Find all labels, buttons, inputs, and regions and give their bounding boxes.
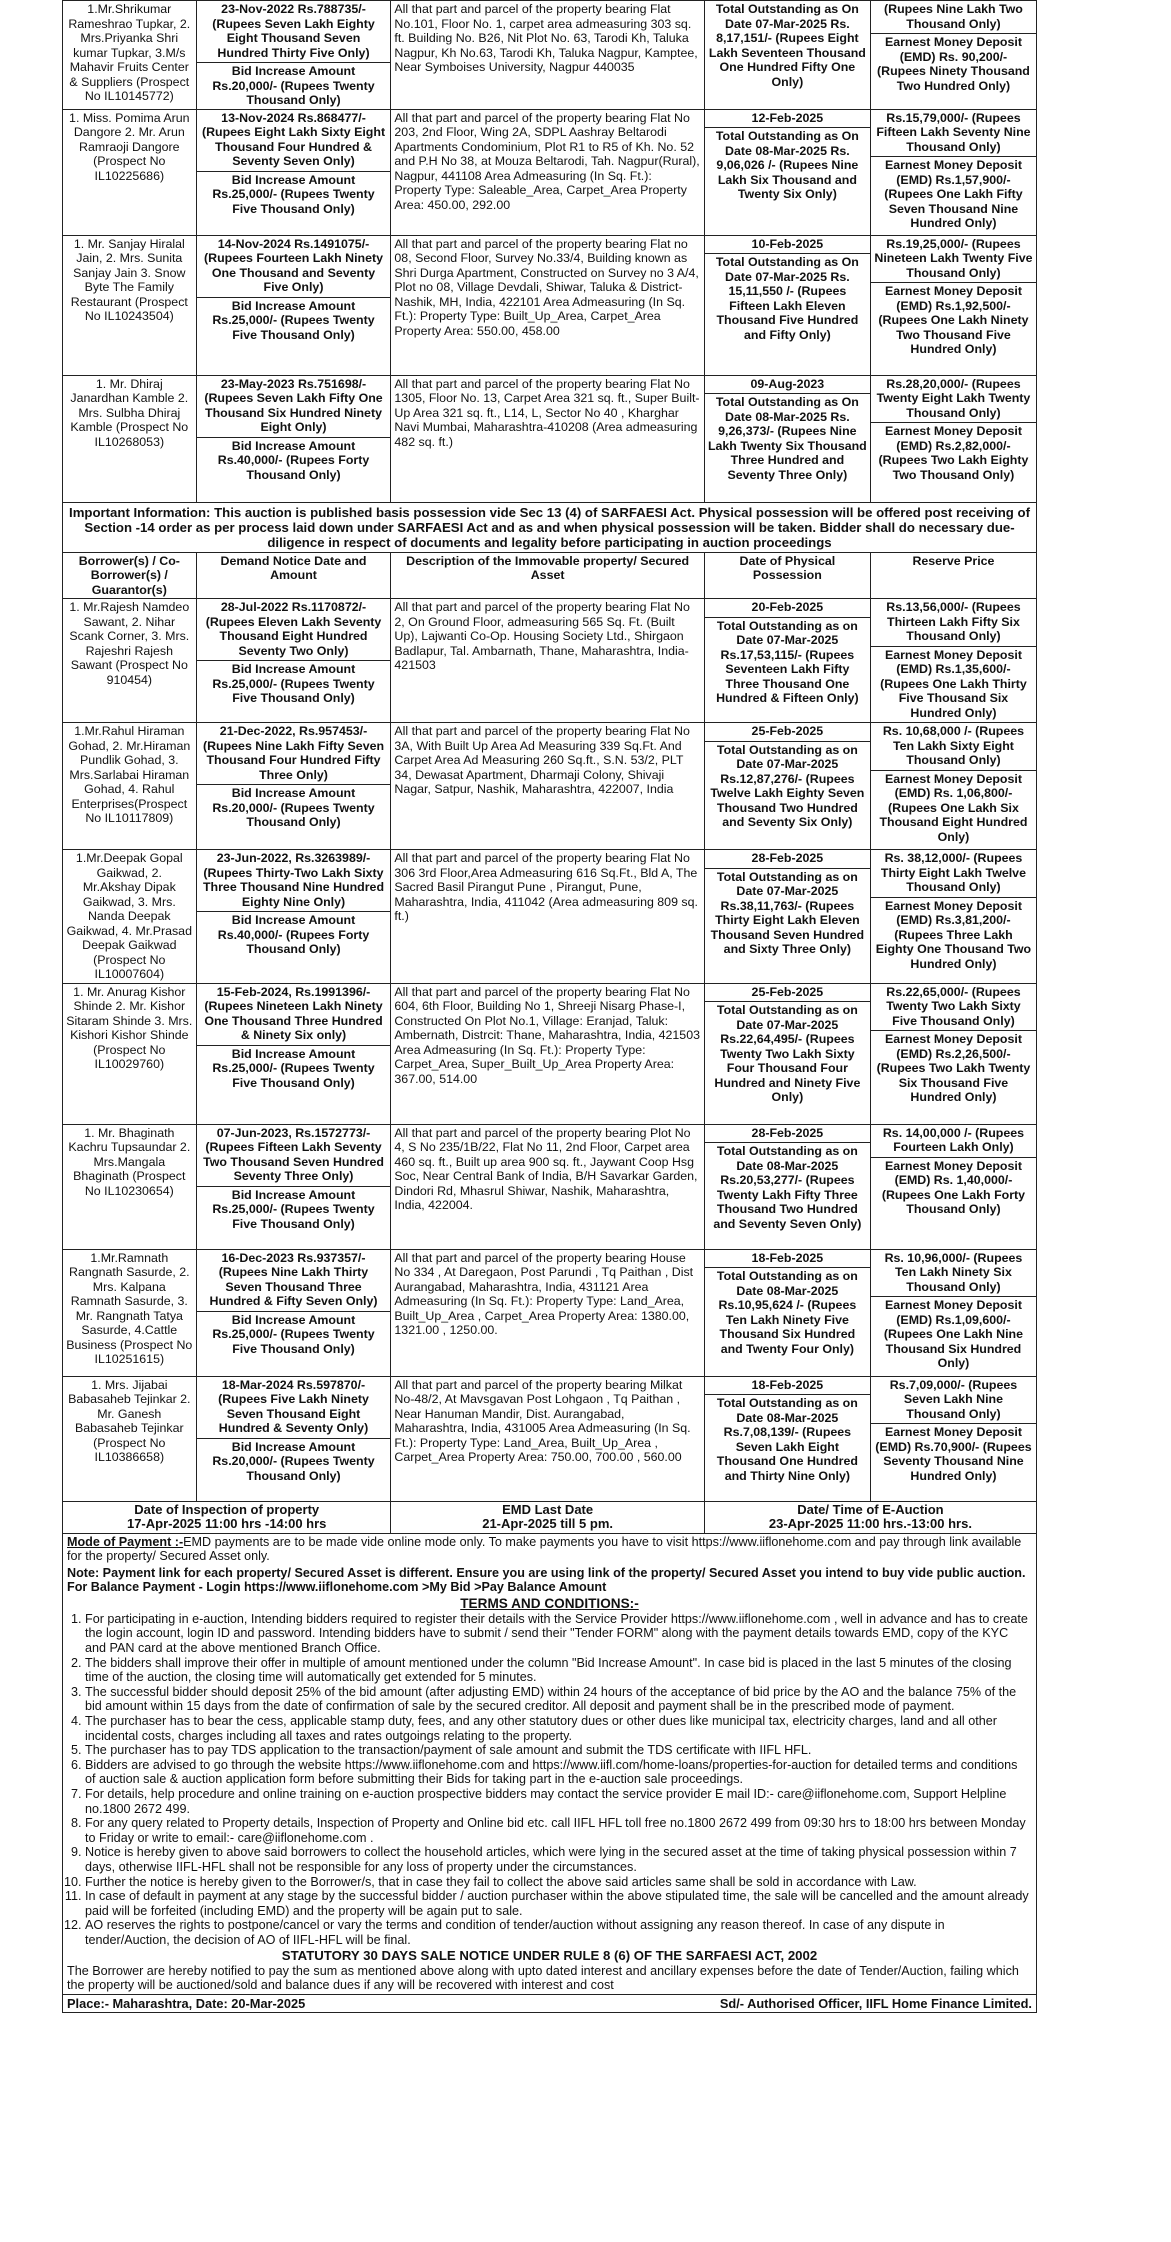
reserve-cell — [870, 1376, 1036, 1501]
table-row — [63, 723, 1037, 850]
reserve-cell — [870, 983, 1036, 1124]
outstanding-text: Total Outstanding as on Date 07-Mar-2025 Rs.12,87,276/- (Rupees Twelve Lakh Eighty Seven Thousand Two Hundred and Seventy Six Only) — [705, 741, 870, 830]
demand-text: 14-Nov-2024 Rs.1491075/- (Rupees Fourteen Lakh Ninety One Thousand and Seventy Five Only) — [204, 236, 384, 294]
possession-cell — [704, 599, 870, 723]
bid-increase: Bid Increase Amount Rs.25,000/- (Rupees Twenty Five Thousand Only) — [197, 660, 391, 706]
demand-cell — [196, 1249, 391, 1376]
borrowers-cell: 1. Mr. Dhiraj Janardhan Kamble 2. Mrs. Sulbha Dhiraj Kamble (Prospect No IL10268053) — [63, 375, 197, 502]
emd-text: Earnest Money Deposit (EMD) Rs. 1,40,000/- (Rupees One Lakh Forty Thousand Only) — [871, 1157, 1036, 1217]
property-cell: All that part and parcel of the property bearing Flat no 08, Second Floor, Survey No.33/4, Building known as Shri Durga Apartment, Constructed on Survey no 3 A/4, Plot no 08, Village Devdali, Shiwar, Taluka & District-Nashik, MH, India, 422101 Area Admeasuring (In Sq. Ft.): Property Type: Built_Up_Area, Carpet_Area Property Area: 550.00, 458.00 — [391, 235, 704, 375]
list-item: 6. Bidders are advised to go through the website https://www.iiflonehome.com and https://www.iifl.com/home-loans/properties-for-auction for detailed terms and conditions of auction sale & auction application form before submitting their Bids for taking part in the e-auction sale proceedings. — [85, 1758, 1030, 1787]
demand-text: 28-Jul-2022 Rs.1170872/- (Rupees Eleven Lakh Seventy Thousand Eight Hundred Seventy Two Only) — [205, 600, 382, 658]
outstanding-text: Total Outstanding as on Date 08-Mar-2025 Rs.20,53,277/- (Rupees Twenty Lakh Fifty Three Thousand Two Hundred and Seventy Seven Only) — [705, 1142, 870, 1231]
auction-table-bottom — [62, 552, 1037, 1534]
payment-note: Note: Payment link for each property/ Secured Asset is different. Ensure you are using link of the property/ Secured Asset you intend to buy vide public auction. For Balance Payment - Login https://www.iiflonehome.com >My Bid >Pay Balance Amount — [62, 1565, 1037, 1596]
demand-cell — [196, 1376, 391, 1501]
borrowers-cell: 1. Mr. Sanjay Hiralal Jain, 2. Mrs. Sunita Sanjay Jain 3. Snow Byte The Family Restaurant (Prospect No IL10243504) — [63, 235, 197, 375]
bid-increase: Bid Increase Amount Rs.40,000/- (Rupees Forty Thousand Only) — [197, 911, 391, 957]
table-row — [63, 375, 1037, 502]
emd-text: Earnest Money Deposit (EMD) Rs.2,82,000/- (Rupees Two Lakh Eighty Two Thousand Only) — [871, 422, 1036, 482]
property-cell: All that part and parcel of the property bearing Flat No 604, 6th Floor, Building No 1, Shreeji Nisarg Phase-I, Constructed On Plot No.1, Village: Eranjad, Taluk: Ambernath, Distrcit: Thane, Maharashtra, India, 421503 Area Admeasuring (In Sq. Ft.): Property Type: Carpet_Area, Super_Built_Up_Area Property Area: 367.00, 514.00 — [391, 983, 704, 1124]
schedule-row — [63, 1501, 1037, 1533]
list-item: 2. The bidders shall improve their offer in multiple of amount mentioned under the column "Bid Increase Amount". In case bid is placed in the last 5 minutes of the closing time of the auction, the closing time will automatically get extended for 5 minutes. — [85, 1656, 1030, 1685]
emd-text: Earnest Money Deposit (EMD) Rs.2,26,500/- (Rupees Two Lakh Twenty Six Thousand Five Hundred Only) — [871, 1030, 1036, 1105]
possession-date: 09-Aug-2023 — [750, 376, 825, 391]
bid-increase: Bid Increase Amount Rs.40,000/- (Rupees Forty Thousand Only) — [197, 437, 391, 483]
property-cell: All that part and parcel of the property bearing Milkat No-48/2, At Mavsgavan Post Lohgaon , Tq Paithan , Near Hanuman Mandir, Dist. Aurangabad, Maharashtra, India, 431005 Area Admeasuring (In Sq. Ft.): Property Type: Land_Area, Built_Up_Area , Carpet_Area Property Area: 750.00, 700.00 , 560.00 — [391, 1376, 704, 1501]
possession-cell — [704, 1124, 870, 1249]
outstanding-text: Total Outstanding as On Date 07-Mar-2025 Rs. 8,17,151/- (Rupees Eight Lakh Seventeen Thousand One Hundred Fifty One Only) — [708, 2, 866, 89]
list-item: 9. Notice is hereby given to above said borrowers to collect the household articles, which were lying in the secured asset at the time of taking physical possession within 7 days, otherwise IIFL-HFL shall not be responsible for any loss of property under the circumstances. — [85, 1845, 1030, 1874]
bid-increase: Bid Increase Amount Rs.25,000/- (Rupees Twenty Five Thousand Only) — [197, 1186, 391, 1232]
table-row — [63, 599, 1037, 723]
demand-cell — [196, 723, 391, 850]
outstanding-text: Total Outstanding as on Date 07-Mar-2025 Rs.22,64,495/- (Rupees Twenty Two Lakh Sixty Four Thousand Four Hundred and Ninety Five Only) — [705, 1001, 870, 1105]
demand-cell — [196, 235, 391, 375]
possession-cell — [704, 375, 870, 502]
list-item: 3. The successful bidder should deposit 25% of the bid amount (after adjusting EMD) within 24 hours of the acceptance of bid price by the AO and the balance 75% of the bid amount within 15 days from the date of confirmation of sale by the secured creditor. All deposit and payment shall be in the prescribed mode of payment. — [85, 1685, 1030, 1714]
table-row — [63, 1249, 1037, 1376]
list-item: 1. For participating in e-auction, Intending bidders required to register their details with the Service Provider https://www.iiflonehome.com , well in advance and has to create the login account, login ID and password. Intending bidders have to submit / send their "Tender FORM" along with the payment details towards EMD, copy of the KYC and PAN card at the above mentioned Branch Office. — [85, 1612, 1030, 1656]
emd-text: Earnest Money Deposit (EMD) Rs.70,900/- (Rupees Seventy Thousand Nine Hundred Only) — [871, 1423, 1036, 1483]
reserve-cell — [870, 850, 1036, 984]
bid-increase: Bid Increase Amount Rs.20,000/- (Rupees Twenty Thousand Only) — [197, 62, 391, 108]
list-item: 7. For details, help procedure and online training on e-auction prospective bidders may contact the service provider E mail ID:- care@iiflonehome.com, Support Helpline no.1800 2672 499. — [85, 1787, 1030, 1816]
demand-cell — [196, 599, 391, 723]
borrowers-cell: 1. Miss. Pomima Arun Dangore 2. Mr. Arun Ramraoji Dangore (Prospect No IL10225686) — [63, 109, 197, 235]
authorised-signature: Sd/- Authorised Officer, IIFL Home Finance Limited. — [719, 1995, 1032, 2011]
possession-cell — [704, 235, 870, 375]
demand-text: 23-Jun-2022, Rs.3263989/- (Rupees Thirty-Two Lakh Sixty Three Thousand Nine Hundred Eighty Nine Only) — [202, 851, 385, 909]
possession-date: 20-Feb-2025 — [751, 600, 824, 614]
table-row — [63, 235, 1037, 375]
reserve-cell — [870, 375, 1036, 502]
demand-text: 07-Jun-2023, Rs.1572773/- (Rupees Fifteen Lakh Seventy Two Thousand Seven Hundred Seventy Three Only) — [203, 1125, 384, 1183]
outstanding-text: Total Outstanding as On Date 07-Mar-2025 Rs. 15,11,550 /- (Rupees Fifteen Lakh Eleven Thousand Five Hundred and Fifty Only) — [705, 253, 870, 342]
statutory-title: STATUTORY 30 DAYS SALE NOTICE UNDER RULE 8 (6) OF THE SARFAESI ACT, 2002 — [62, 1948, 1037, 1963]
bid-increase: Bid Increase Amount Rs.20,000/- (Rupees Twenty Thousand Only) — [197, 784, 391, 830]
emd-text: Earnest Money Deposit (EMD) Rs.1,57,900/- (Rupees One Lakh Fifty Seven Thousand Nine Hundred Only) — [871, 156, 1036, 231]
demand-text: 21-Dec-2022, Rs.957453/- (Rupees Nine Lakh Fifty Seven Thousand Four Hundred Fifty Three Only) — [202, 724, 385, 782]
table-row — [63, 983, 1037, 1124]
reserve-cell — [870, 1, 1036, 110]
demand-text: 18-Mar-2024 Rs.597870/- (Rupees Five Lakh Ninety Seven Thousand Eight Hundred & Seventy Only) — [218, 1377, 369, 1435]
borrowers-cell: 1.Mr.Shrikumar Rameshrao Tupkar, 2. Mrs.Priyanka Shri kumar Tupkar, 3.M/s Mahavir Fruits Center & Suppliers (Prospect No IL10145772) — [63, 1, 197, 110]
table-row — [63, 109, 1037, 235]
reserve-price: Rs.7,09,000/- (Rupees Seven Lakh Nine Thousand Only) — [889, 1377, 1018, 1421]
demand-text: 15-Feb-2024, Rs.1991396/- (Rupees Nineteen Lakh Ninety One Thousand Three Hundred & Ninety Six only) — [204, 984, 383, 1042]
demand-text: 16-Dec-2023 Rs.937357/- (Rupees Nine Lakh Thirty Seven Thousand Three Hundred & Fifty Seven Only) — [209, 1250, 378, 1308]
possession-date: 28-Feb-2025 — [751, 1125, 824, 1140]
possession-cell — [704, 850, 870, 984]
outstanding-text: Total Outstanding as on Date 08-Mar-2025 Rs.10,95,624 /- (Rupees Ten Lakh Ninety Five Thousand Six Hundred and Twenty Four Only) — [705, 1267, 870, 1356]
reserve-price: (Rupees Nine Lakh Two Thousand Only) — [884, 2, 1023, 31]
emd-text: Earnest Money Deposit (EMD) Rs.1,09,600/- (Rupees One Lakh Nine Thousand Six Hundred Only) — [871, 1296, 1036, 1371]
list-item: 4. The purchaser has to bear the cess, applicable stamp duty, fees, and any other statutory dues or other dues like municipal tax, electricity charges, land and all other incidental costs, charges including all taxes and rates outgoings relating to the property. — [85, 1714, 1030, 1743]
emd-last-date-value: 21-Apr-2025 till 5 pm. — [482, 1516, 613, 1531]
closing-line — [62, 1994, 1037, 2013]
property-cell: All that part and parcel of the property bearing Flat No 306 3rd Floor,Area Admeasuring 616 Sq.Ft., Bld A, The Sacred Basil Pirangut Pune , Pirangut, Pune, Maharashtra, India, 411042 (Area admeasuring 809 sq. ft.) — [391, 850, 704, 984]
reserve-cell — [870, 1249, 1036, 1376]
reserve-cell — [870, 1124, 1036, 1249]
header-reserve: Reserve Price — [870, 552, 1036, 599]
reserve-price: Rs.22,65,000/- (Rupees Twenty Two Lakh Sixty Five Thousand Only) — [886, 984, 1021, 1028]
terms-list — [62, 1612, 1037, 1948]
reserve-price: Rs. 10,68,000 /- (Rupees Ten Lakh Sixty Eight Thousand Only) — [882, 724, 1025, 767]
auction-notice — [62, 0, 1037, 2013]
reserve-cell — [870, 599, 1036, 723]
demand-cell — [196, 375, 391, 502]
auction-date-label: Date/ Time of E-Auction — [797, 1501, 944, 1517]
auction-date-value: 23-Apr-2025 11:00 hrs.-13:00 hrs. — [768, 1516, 972, 1531]
emd-text: Earnest Money Deposit (EMD) Rs.1,35,600/- (Rupees One Lakh Thirty Five Thousand Six Hundred Only) — [871, 646, 1036, 721]
payment-mode — [62, 1534, 1037, 1565]
auction-table-top — [62, 0, 1037, 503]
table-row — [63, 850, 1037, 984]
top-table-body — [63, 1, 1037, 503]
outstanding-text: Total Outstanding as on Date 08-Mar-2025 Rs.7,08,139/- (Rupees Seven Lakh Eight Thousand One Hundred and Thirty Nine Only) — [705, 1394, 870, 1483]
borrowers-cell: 1.Mr.Deepak Gopal Gaikwad, 2. Mr.Akshay Dipak Gaikwad, 3. Mrs. Nanda Deepak Gaikwad, 4. Mr.Prasad Deepak Gaikwad (Prospect No IL10007604) — [63, 850, 197, 984]
reserve-price: Rs.15,79,000/- (Rupees Fifteen Lakh Seventy Nine Thousand Only) — [876, 110, 1031, 154]
demand-text: 23-Nov-2022 Rs.788735/- (Rupees Seven Lakh Eighty Eight Thousand Seven Hundred Thirty Five Only) — [212, 2, 375, 60]
list-item: 5. The purchaser has to pay TDS application to the transaction/payment of sale amount and submit the TDS certificate with IIFL HFL. — [85, 1743, 1030, 1758]
demand-cell — [196, 850, 391, 984]
property-cell: All that part and parcel of the property bearing Flat No 1305, Floor No. 13, Carpet Area 321 sq. ft., Super Built-Up Area 321 sq. ft., L14, L, Sector No 40 , Kharghar Navi Mumbai, Maharashtra-410208 (Area admeasuring 482 sq. ft.) — [391, 375, 704, 502]
terms-title: TERMS AND CONDITIONS:- — [62, 1596, 1037, 1612]
borrowers-cell: 1. Mr.Rajesh Namdeo Sawant, 2. Nihar Scank Corner, 3. Mrs. Rajeshri Rajesh Sawant (Prospect No 910454) — [63, 599, 197, 723]
possession-cell — [704, 723, 870, 850]
outstanding-text: Total Outstanding as on Date 07-Mar-2025 Rs.17,53,115/- (Rupees Seventeen Lakh Fifty Three Thousand One Hundred & Fifteen Only) — [705, 617, 870, 706]
reserve-price: Rs. 10,96,000/- (Rupees Ten Lakh Ninety Six Thousand Only) — [884, 1250, 1023, 1294]
possession-cell — [704, 1249, 870, 1376]
property-cell: All that part and parcel of the property bearing Plot No 4, S No 235/1B/22, Flat No 11, 2nd Floor, Carpet area 460 sq. ft., Built up area 900 sq. ft., Jaywant Coop Hsg Soc, Near Central Bank of India, B/H Savarkar Garden, Dindori Rd, Mhasrul Shiwar, Nashik, Maharashtra, India, 422004. — [391, 1124, 704, 1249]
reserve-price: Rs.28,20,000/- (Rupees Twenty Eight Lakh Twenty Thousand Only) — [876, 376, 1031, 420]
borrowers-cell: 1.Mr.Rahul Hiraman Gohad, 2. Mr.Hiraman Pundlik Gohad, 3. Mrs.Sarlabai Hiraman Gohad, 4. Rahul Enterprises(Prospect No IL10117809) — [63, 723, 197, 850]
demand-cell — [196, 1, 391, 110]
statutory-text: The Borrower are hereby notified to pay the sum as mentioned above along with upto dated interest and ancillary expenses before the date of Tender/Auction, failing which the property will be auctioned/sold and balance dues if any will be recovered with interest and cost — [62, 1963, 1037, 1994]
emd-text: Earnest Money Deposit (EMD) Rs. 1,06,800/- (Rupees One Lakh Six Thousand Eight Hundred Only) — [871, 770, 1036, 845]
header-borrowers: Borrower(s) / Co-Borrower(s) / Guarantor(s) — [63, 552, 197, 599]
reserve-price: Rs.13,56,000/- (Rupees Thirteen Lakh Fifty Six Thousand Only) — [886, 600, 1021, 643]
property-cell: All that part and parcel of the property bearing House No 334 , At Daregaon, Post Parundi , Tq Paithan , Dist Aurangabad, Maharashtra, India, 431121 Area Admeasuring (In Sq. Ft.): Property Type: Land_Area, Built_Up_Area , Carpet_Area Property Area: 1380.00, 1321.00 , 1250.00. — [391, 1249, 704, 1376]
possession-date: 25-Feb-2025 — [751, 984, 824, 999]
reserve-price: Rs. 38,12,000/- (Rupees Thirty Eight Lakh Twelve Thousand Only) — [880, 851, 1026, 894]
reserve-price: Rs.19,25,000/- (Rupees Nineteen Lakh Twenty Five Thousand Only) — [874, 236, 1033, 280]
possession-date: 25-Feb-2025 — [751, 724, 824, 738]
possession-cell — [704, 109, 870, 235]
emd-date-cell — [391, 1501, 704, 1533]
bid-increase: Bid Increase Amount Rs.25,000/- (Rupees Twenty Five Thousand Only) — [197, 1045, 391, 1091]
payment-mode-label: Mode of Payment :- — [67, 1534, 184, 1549]
bid-increase: Bid Increase Amount Rs.20,000/- (Rupees Twenty Thousand Only) — [197, 1438, 391, 1484]
possession-cell — [704, 983, 870, 1124]
possession-date: 18-Feb-2025 — [751, 1250, 824, 1265]
outstanding-text: Total Outstanding as On Date 08-Mar-2025 Rs. 9,06,026 /- (Rupees Nine Lakh Six Thousand and Twenty Six Only) — [705, 127, 870, 202]
inspection-value: 17-Apr-2025 11:00 hrs -14:00 hrs — [126, 1516, 327, 1531]
demand-cell — [196, 109, 391, 235]
demand-text: 13-Nov-2024 Rs.868477/- (Rupees Eight Lakh Sixty Eight Thousand Four Hundred & Seventy Seven Only) — [201, 110, 386, 168]
header-property: Description of the Immovable property/ Secured Asset — [391, 552, 704, 599]
list-item: 11. In case of default in payment at any stage by the successful bidder / auction purchaser within the above stipulated time, the sale will be cancelled and the amount already paid will be forfeited (including EMD) and the property will be again put to sale. — [85, 1889, 1030, 1918]
reserve-cell — [870, 235, 1036, 375]
payment-mode-text: EMD payments are to be made vide online mode only. To make payments you have to visit https://www.iiflonehome.com and pay through link available for the property/ Secured Asset only. — [67, 1534, 1022, 1564]
reserve-cell — [870, 723, 1036, 850]
emd-text: Earnest Money Deposit (EMD) Rs.3,81,200/- (Rupees Three Lakh Eighty One Thousand Two Hundred Only) — [871, 897, 1036, 972]
demand-cell — [196, 983, 391, 1124]
emd-text: Earnest Money Deposit (EMD) Rs. 90,200/- (Rupees Ninety Thousand Two Hundred Only) — [871, 33, 1036, 93]
possession-cell — [704, 1376, 870, 1501]
outstanding-text: Total Outstanding as on Date 07-Mar-2025 Rs.38,11,763/- (Rupees Thirty Eight Lakh Eleven Thousand Seven Hundred and Sixty Three Only) — [705, 868, 870, 957]
borrowers-cell: 1. Mrs. Jijabai Babasaheb Tejinkar 2. Mr. Ganesh Babasaheb Tejinkar (Prospect No IL10386658) — [63, 1376, 197, 1501]
possession-date: 12-Feb-2025 — [751, 110, 824, 125]
bid-increase: Bid Increase Amount Rs.25,000/- (Rupees Twenty Five Thousand Only) — [197, 297, 391, 343]
outstanding-text: Total Outstanding as On Date 08-Mar-2025 Rs. 9,26,373/- (Rupees Nine Lakh Twenty Six Thousand Three Hundred and Seventy Three Only) — [705, 393, 870, 482]
important-information: Important Information: This auction is published basis possession vide Sec 13 (4) of SARFAESI Act. Physical possession will be offered post receiving of Section -14 order as per process laid down under SARFAESI Act and as and when physical possession will be taken. Bidder shall do necessary due-diligence in respect of documents and legality before participating in auction proceedings — [62, 503, 1037, 552]
inspection-label: Date of Inspection of property — [134, 1501, 320, 1517]
borrowers-cell: 1. Mr. Bhaginath Kachru Tupsaundar 2. Mrs.Mangala Bhaginath (Prospect No IL10230654) — [63, 1124, 197, 1249]
property-cell: All that part and parcel of the property bearing Flat No 3A, With Built Up Area Ad Measuring 339 Sq.Ft. And Carpet Area Ad Measuring 260 Sq.ft., S.N. 53/2, PLT 34, Dewasat Apartment, Dharmaji Colony, Shivaji Nagar, Satpur, Nashik, Maharashtra, 422007, India — [391, 723, 704, 850]
possession-date: 18-Feb-2025 — [751, 1377, 824, 1392]
place-date: Place:- Maharashtra, Date: 20-Mar-2025 — [67, 1995, 306, 2011]
bottom-table-body — [63, 599, 1037, 1534]
reserve-cell — [870, 109, 1036, 235]
possession-date: 28-Feb-2025 — [751, 851, 824, 865]
list-item: 10. Further the notice is hereby given to the Borrower/s, that in case they fail to collect the above said articles same shall be sold in accordance with Law. — [85, 1875, 1030, 1890]
demand-text: 23-May-2023 Rs.751698/- (Rupees Seven Lakh Fifty One Thousand Six Hundred Ninety Eight Only) — [204, 376, 383, 434]
emd-text: Earnest Money Deposit (EMD) Rs.1,92,500/- (Rupees One Lakh Ninety Two Thousand Five Hundred Only) — [871, 282, 1036, 357]
property-cell: All that part and parcel of the property bearing Flat No 2, On Ground Floor, admeasuring 565 Sq. Ft. (Built Up), Lajwanti Co-Op. Housing Society Ltd., Shirgaon Badlapur, Tal. Ambarnath, Thane, Maharashtra, India-421503 — [391, 599, 704, 723]
demand-cell — [196, 1124, 391, 1249]
list-item: 12. AO reserves the rights to postpone/cancel or vary the terms and condition of tender/auction without assigning any reason thereof. In case of any dispute in tender/Auction, the decision of AO of IIFL-HFL will be final. — [85, 1918, 1030, 1947]
bid-increase: Bid Increase Amount Rs.25,000/- (Rupees Twenty Five Thousand Only) — [197, 171, 391, 217]
auction-date-cell — [704, 1501, 1036, 1533]
reserve-price: Rs. 14,00,000 /- (Rupees Fourteen Lakh Only) — [882, 1125, 1025, 1154]
header-demand: Demand Notice Date and Amount — [196, 552, 391, 599]
borrowers-cell: 1. Mr. Anurag Kishor Shinde 2. Mr. Kishor Sitaram Shinde 3. Mrs. Kishori Kishor Shinde (Prospect No IL10029760) — [63, 983, 197, 1124]
header-possession: Date of Physical Possession — [704, 552, 870, 599]
inspection-cell — [63, 1501, 391, 1533]
table-row — [63, 1, 1037, 110]
possession-cell — [704, 1, 870, 110]
table-header-row — [63, 552, 1037, 599]
emd-last-date-label: EMD Last Date — [502, 1501, 594, 1517]
borrowers-cell: 1.Mr.Ramnath Rangnath Sasurde, 2. Mrs. Kalpana Ramnath Sasurde, 3. Mr. Rangnath Tatya Sasurde, 4.Cattle Business (Prospect No IL10251615) — [63, 1249, 197, 1376]
bid-increase: Bid Increase Amount Rs.25,000/- (Rupees Twenty Five Thousand Only) — [197, 1311, 391, 1357]
table-row — [63, 1376, 1037, 1501]
possession-date: 10-Feb-2025 — [751, 236, 824, 251]
table-row — [63, 1124, 1037, 1249]
list-item: 8. For any query related to Property details, Inspection of Property and Online bid etc. call IIFL HFL toll free no.1800 2672 499 from 09:30 hrs to 18:00 hrs between Monday to Friday or write to email:- care@iiflonehome.com . — [85, 1816, 1030, 1845]
property-cell: All that part and parcel of the property bearing Flat No 203, 2nd Floor, Wing 2A, SDPL Aashray Beltarodi Apartments Condominium, Plot R1 to R5 of Kh. No. 52 and P.H No 38, at Mouza Beltarodi, Tah. Nagpur(Rural), Nagpur, 441108 Area Admeasuring (In Sq. Ft.): Property Type: Saleable_Area, Carpet_Area Property Area: 450.00, 292.00 — [391, 109, 704, 235]
property-cell: All that part and parcel of the property bearing Flat No.101, Floor No. 1, carpet area admeasuring 303 sq. ft. Building No. B26, Nit Plot No. 63, Tarodi Kh, Taluka Nagpur, Kh No.63, Tarodi Kh, Taluka Nagpur, Kamptee, Near Symboises University, Nagpur 440035 — [391, 1, 704, 110]
